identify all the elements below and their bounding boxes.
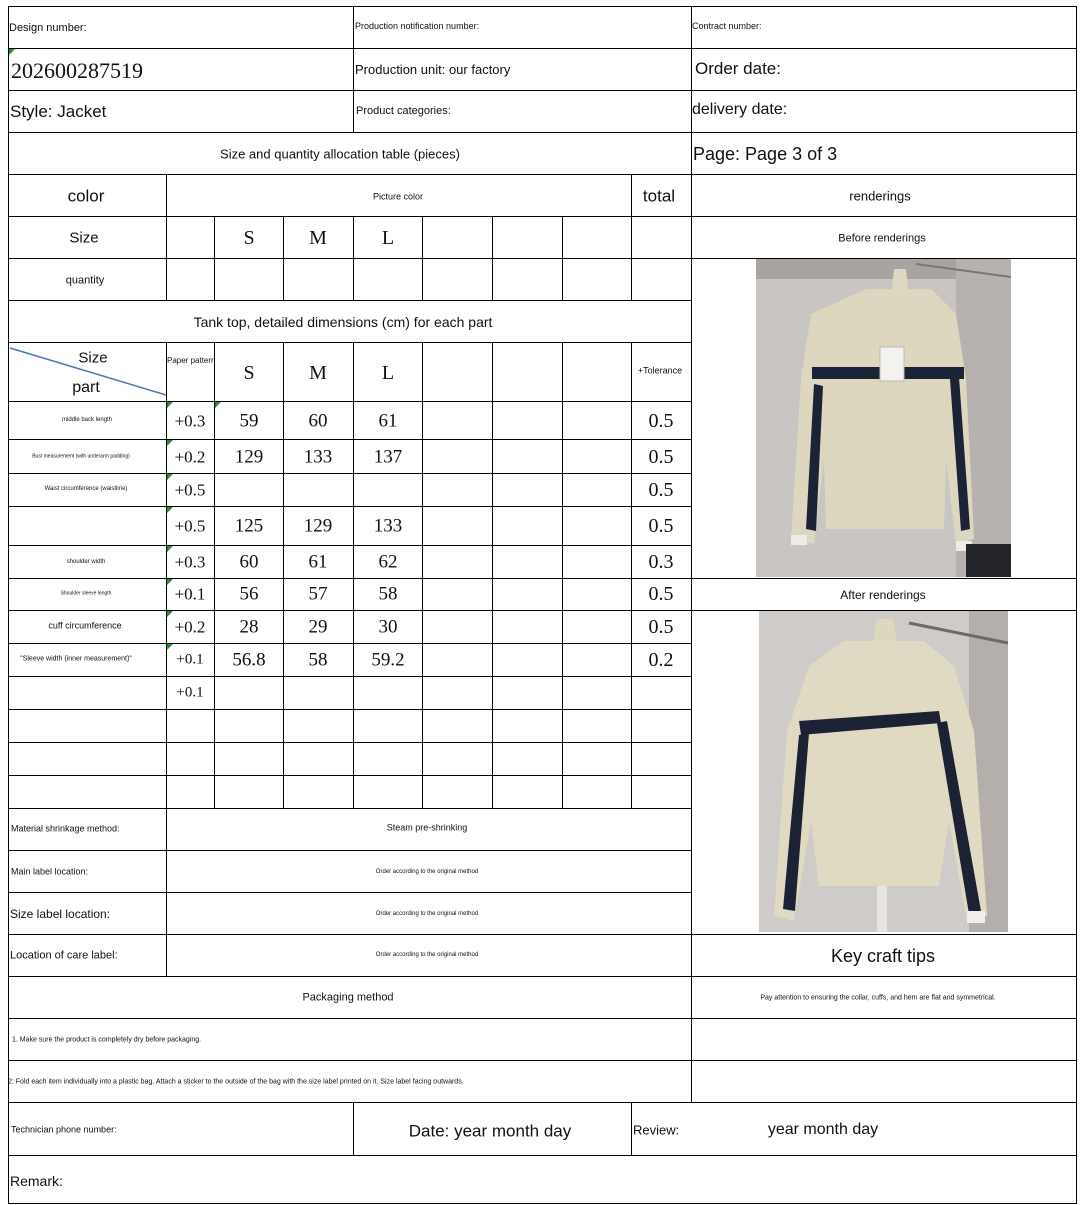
- value-m: 29: [308, 616, 328, 638]
- cell-marker: [167, 546, 173, 552]
- tolerance-value: 0.5: [648, 479, 674, 501]
- size-s: S: [243, 227, 255, 249]
- review-date: year month day: [767, 1121, 879, 1138]
- value-l: 62: [378, 551, 398, 573]
- value-s: 60: [239, 551, 259, 573]
- dim-size-l: L: [381, 362, 395, 384]
- value-m: 133: [303, 446, 333, 468]
- cell-marker: [167, 644, 173, 650]
- delivery-date: delivery date:: [692, 101, 788, 118]
- cell-marker: [215, 402, 221, 408]
- paper-pattern-header: Paper pattern: [167, 356, 216, 365]
- quantity-label: quantity: [65, 274, 105, 287]
- production-notification-label: Production notification number:: [355, 21, 480, 31]
- value-l: 59.2: [371, 649, 405, 671]
- total-label: total: [642, 186, 676, 206]
- review-label: Review:: [633, 1122, 680, 1138]
- pattern-allowance: +0.5: [174, 480, 206, 500]
- pattern-allowance: +0.3: [174, 411, 206, 431]
- pattern-allowance: +0.5: [174, 516, 206, 536]
- color-label: color: [67, 186, 105, 206]
- technician-phone-label: Technician phone number:: [11, 1124, 117, 1135]
- craft-tips-title: Key craft tips: [830, 946, 936, 966]
- picture-color: Picture color: [372, 191, 424, 202]
- value-s: 28: [239, 616, 259, 638]
- cell-marker: [167, 440, 173, 446]
- craft-tip-text: Pay attention to ensuring the collar, cuffs, and hem are flat and symmetrical.: [760, 994, 996, 1002]
- value-s: 125: [234, 515, 264, 537]
- allocation-title: Size and quantity allocation table (pieces): [220, 146, 460, 162]
- corner-part-label: part: [72, 379, 100, 396]
- value-m: 129: [303, 515, 333, 537]
- value-l: 61: [378, 410, 398, 432]
- size-l: L: [381, 227, 395, 249]
- cell-marker: [167, 579, 173, 585]
- tolerance-value: 0.3: [648, 551, 674, 573]
- size-label: Size: [69, 229, 99, 247]
- value-s: 56.8: [232, 649, 266, 671]
- product-categories-label: Product categories:: [356, 105, 451, 117]
- before-renderings-label: Before renderings: [838, 232, 926, 245]
- packaging-step-1: 1. Make sure the product is completely dry before packaging.: [12, 1036, 202, 1044]
- pattern-allowance: +0.1: [176, 684, 204, 701]
- part-name: "Sleeve width (inner measurement)": [20, 655, 132, 663]
- part-name: Bust measurement (with underarm padding): [32, 453, 130, 460]
- tolerance-value: 0.5: [648, 515, 674, 537]
- page-indicator: Page: Page 3 of 3: [693, 144, 838, 164]
- value-m: 60: [308, 410, 328, 432]
- dim-size-s: S: [243, 362, 255, 384]
- tolerance-value: 0.5: [648, 446, 674, 468]
- pattern-allowance: +0.1: [174, 584, 206, 604]
- remark-label: Remark:: [10, 1173, 63, 1189]
- packaging-step-2: 2: Fold each item individually into a plastic bag. Attach a sticker to the outside of the bag with the size label printed on it. Size label facing outwards.: [8, 1078, 464, 1086]
- after-rendering-photo: [759, 611, 1008, 932]
- tolerance-header: +Tolerance: [637, 365, 683, 376]
- pattern-allowance: +0.2: [174, 617, 206, 637]
- main-label-location: Main label location:: [11, 866, 89, 877]
- packaging-title: Packaging method: [302, 991, 394, 1004]
- part-name: cuff circumference: [48, 620, 122, 631]
- size-m: M: [309, 227, 327, 249]
- care-label-location: Location of care label:: [10, 949, 118, 962]
- value-m: 58: [308, 649, 328, 671]
- size-label-value: Order according to the original method: [375, 911, 479, 917]
- shrinkage-label: Material shrinkage method:: [11, 823, 120, 834]
- style-label: Style: Jacket: [10, 102, 107, 121]
- part-name: Waist circumference (waistline): [44, 486, 128, 492]
- value-m: 57: [308, 583, 328, 605]
- pattern-allowance: +0.1: [176, 651, 204, 668]
- renderings-title: renderings: [849, 188, 911, 204]
- dim-size-m: M: [309, 362, 327, 384]
- pattern-allowance: +0.3: [174, 552, 206, 572]
- part-name: shoulder width: [66, 559, 106, 565]
- tolerance-value: 0.2: [648, 649, 674, 671]
- value-l: 137: [373, 446, 403, 468]
- size-label-location: Size label location:: [10, 907, 111, 921]
- part-name: Shoulder sleeve length: [60, 590, 112, 597]
- cell-marker: [9, 49, 15, 55]
- value-l: 133: [373, 515, 403, 537]
- care-label-value: Order according to the original method: [375, 952, 479, 958]
- cell-marker: [167, 474, 173, 480]
- order-date: Order date:: [695, 59, 781, 78]
- value-s: 59: [239, 410, 259, 432]
- shrinkage-value: Steam pre-shrinking: [386, 822, 468, 833]
- value-l: 30: [378, 616, 398, 638]
- cell-marker: [167, 507, 173, 513]
- cell-marker: [167, 402, 173, 408]
- main-label-value: Order according to the original method: [375, 869, 479, 875]
- pattern-allowance: +0.2: [174, 447, 206, 467]
- date-field: Date: year month day: [408, 1121, 572, 1141]
- value-s: 129: [234, 446, 264, 468]
- dimensions-title: Tank top, detailed dimensions (cm) for each part: [193, 314, 493, 330]
- value-m: 61: [308, 551, 328, 573]
- cell-marker: [167, 611, 173, 617]
- production-unit: Production unit: our factory: [355, 62, 511, 77]
- design-number-value: 202600287519: [11, 58, 143, 83]
- part-name: middle back length: [61, 417, 113, 423]
- contract-number-label: Contract number:: [692, 21, 762, 31]
- tolerance-value: 0.5: [648, 410, 674, 432]
- corner-size-label: Size: [78, 349, 108, 367]
- tolerance-value: 0.5: [648, 616, 674, 638]
- tolerance-value: 0.5: [648, 583, 674, 605]
- design-number-label: Design number:: [9, 22, 87, 34]
- value-l: 58: [378, 583, 398, 605]
- value-s: 56: [239, 583, 259, 605]
- after-renderings-label: After renderings: [840, 588, 926, 602]
- before-rendering-photo: [756, 259, 1011, 577]
